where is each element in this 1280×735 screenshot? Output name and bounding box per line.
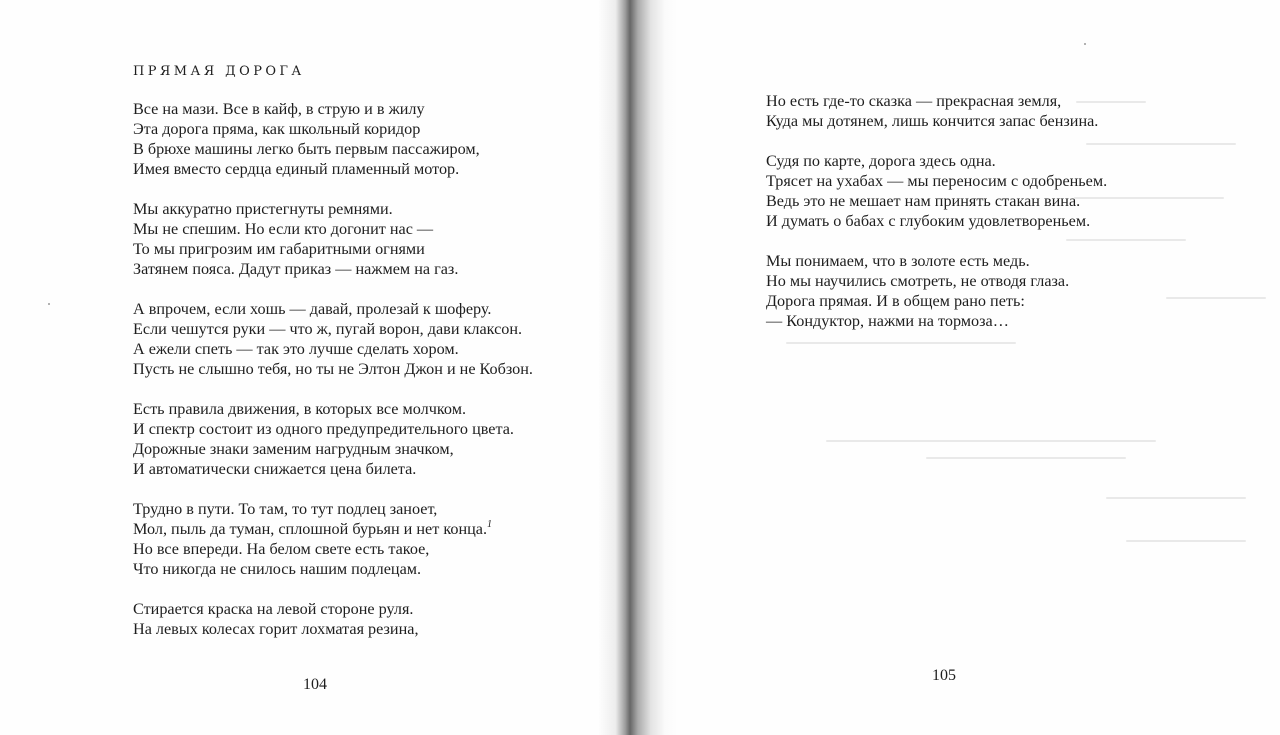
poem-line: Ведь это не мешает нам принять стакан вина. [766, 192, 1081, 210]
poem-line: Есть правила движения, в которых все молчком. [133, 400, 466, 418]
poem-line: То мы пригрозим им габаритными огнями [133, 240, 425, 258]
poem-line-text: Мол, пыль да туман, сплошной бурьян и нет конца. [133, 520, 488, 538]
poem-line: Пусть не слышно тебя, но ты не Элтон Джон и не Кобзон. [133, 360, 533, 378]
stanza [133, 99, 603, 179]
dust-speck [48, 303, 50, 305]
poem-line: Все на мази. Все в кайф, в струю и в жилу [133, 100, 425, 118]
poem-line: И автоматически снижается цена билета. [133, 460, 417, 478]
stanza [133, 599, 603, 639]
poem-line: Мы не спешим. Но если кто догонит нас — [133, 220, 434, 238]
poem-line: Трудно в пути. То там, то тут подлец заноет, [133, 500, 438, 518]
show-through-mark [926, 457, 1126, 459]
page-number-right: 105 [932, 667, 956, 684]
poem-line: — Кондуктор, нажми на тормоза… [766, 312, 1009, 330]
poem-line: Мы аккуратно пристегнуты ремнями. [133, 200, 393, 218]
page-number-left: 104 [303, 676, 327, 693]
show-through-mark [826, 440, 1156, 442]
poem-line: Эта дорога пряма, как школьный коридор [133, 120, 421, 138]
stanza [133, 399, 603, 479]
poem-line: Судя по карте, дорога здесь одна. [766, 152, 996, 170]
poem-line-with-footnote [133, 519, 603, 539]
poem-line: На левых колесах горит лохматая резина, [133, 620, 419, 638]
show-through-mark [1126, 540, 1246, 542]
footnote-marker: 1 [487, 519, 493, 530]
poem-line: Куда мы дотянем, лишь кончится запас бензина. [766, 112, 1099, 130]
poem-line: Что никогда не снилось нашим подлецам. [133, 560, 422, 578]
poem-line: Но есть где-то сказка — прекрасная земля, [766, 92, 1062, 110]
poem-line: А впрочем, если хошь — давай, пролезай к шоферу. [133, 300, 492, 318]
poem-line: Трясет на ухабах — мы переносим с одобреньем. [766, 172, 1108, 190]
poem-line: Затянем пояса. Дадут приказ — нажмем на газ. [133, 260, 459, 278]
poem-line: Имея вместо сердца единый пламенный мотор. [133, 160, 460, 178]
right-page-poem-text [766, 91, 1206, 351]
stanza [133, 299, 603, 379]
poem-line: Но все впереди. На белом свете есть такое, [133, 540, 430, 558]
stanza [766, 151, 1206, 231]
poem-title: ПРЯМАЯ ДОРОГА [133, 64, 305, 79]
stanza [766, 91, 1206, 131]
poem-line: И думать о бабах с глубоким удовлетвореньем. [766, 212, 1091, 230]
stanza [133, 199, 603, 279]
poem-line: Если чешутся руки — что ж, пугай ворон, дави клаксон. [133, 320, 523, 338]
poem-line: И спектр состоит из одного предупредительного цвета. [133, 420, 514, 438]
left-page [0, 0, 626, 735]
stanza [766, 251, 1206, 331]
poem-line: Но мы научились смотреть, не отводя глаза. [766, 272, 1070, 290]
poem-line: Дорожные знаки заменим нагрудным значком, [133, 440, 454, 458]
poem-line: Мы понимаем, что в золоте есть медь. [766, 252, 1030, 270]
stanza [133, 499, 603, 579]
poem-line: Дорога прямая. И в общем рано петь: [766, 292, 1025, 310]
left-page-poem-text [133, 99, 603, 659]
dust-speck [1084, 43, 1086, 45]
poem-line: В брюхе машины легко быть первым пассажиром, [133, 140, 480, 158]
poem-line: Стирается краска на левой стороне руля. [133, 600, 414, 618]
poem-line: А ежели спеть — так это лучше сделать хором. [133, 340, 459, 358]
show-through-mark [1106, 497, 1246, 499]
